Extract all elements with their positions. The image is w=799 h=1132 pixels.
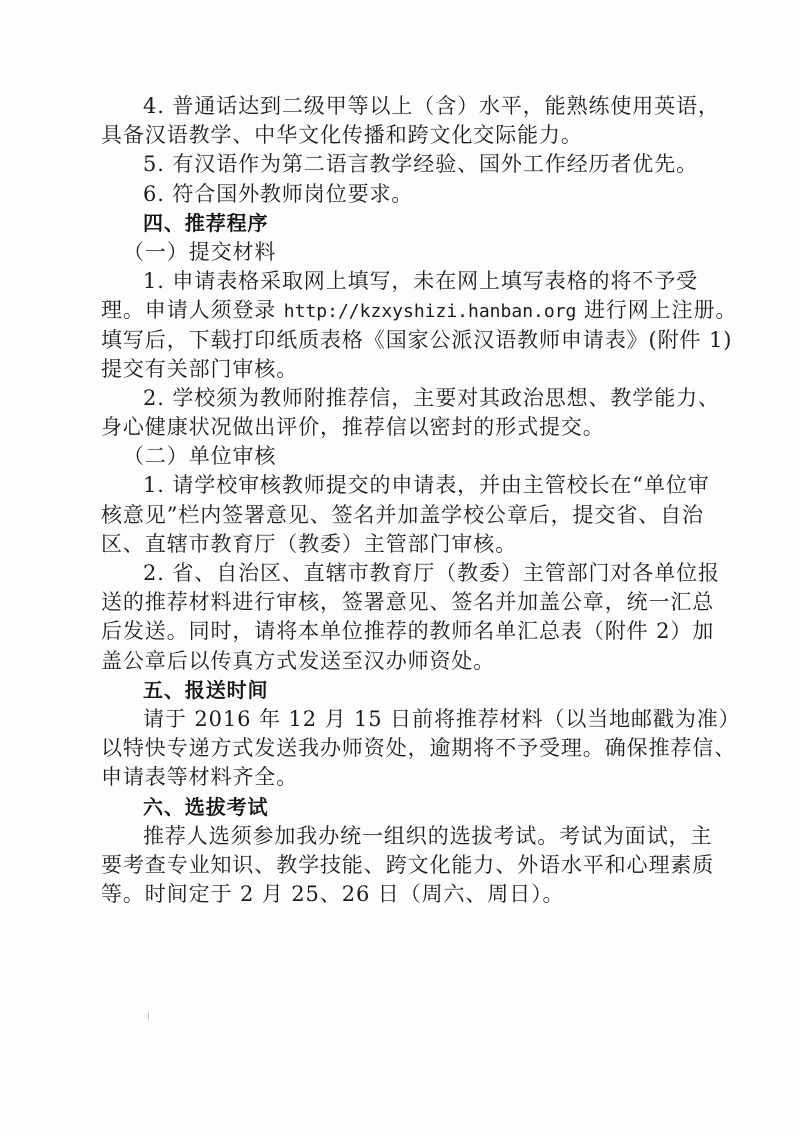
section-heading-submission-time: 五、报送时间 xyxy=(143,677,269,702)
section-heading-recommendation-procedure: 四、推荐程序 xyxy=(143,210,269,235)
requirement-item-6: 6. 符合国外教师岗位要求。 xyxy=(143,181,414,206)
paragraph-4-line-2: 送的推荐材料进行审核，签署意见、签名并加盖公章，统一汇总 xyxy=(101,590,715,615)
registration-url-link[interactable]: http://kzxyshizi.hanban.org xyxy=(283,301,577,323)
paragraph-6-line-3: 等。时间定于 2 月 25、26 日（周六、周日）。 xyxy=(101,882,565,907)
section-heading-selection-exam: 六、选拔考试 xyxy=(143,794,269,819)
paragraph-1-line-2 xyxy=(101,296,738,325)
paragraph-1-line-1: 1. 申请表格采取网上填写，未在网上填写表格的将不予受 xyxy=(143,269,699,294)
paragraph-6-line-1: 推荐人选须参加我办统一组织的选拔考试。考试为面试，主 xyxy=(143,823,713,848)
paragraph-2-line-1: 2. 学校须为教师附推荐信，主要对其政治思想、教学能力、 xyxy=(143,385,720,410)
paragraph-4-line-4: 盖公章后以传真方式发送至汉办师资处。 xyxy=(101,648,496,673)
paragraph-5-line-3: 申请表等材料齐全。 xyxy=(101,765,299,790)
requirement-item-5: 5. 有汉语作为第二语言教学经验、国外工作经历者优先。 xyxy=(143,152,699,177)
requirement-item-4-line-2: 具备汉语教学、中华文化传播和跨文化交际能力。 xyxy=(101,123,583,148)
paragraph-1-line-3: 填写后，下载打印纸质表格《国家公派汉语教师申请表》(附件 1) xyxy=(101,327,733,352)
requirement-item-4-line-1: 4. 普通话达到二级甲等以上（含）水平，能熟练使用英语， xyxy=(143,94,720,118)
scan-speck xyxy=(148,1012,149,1020)
paragraph-5-line-2: 以特快专递方式发送我办师资处，逾期将不予受理。确保推荐信、 xyxy=(101,736,737,761)
subsection-heading-submit-materials: （一）提交材料 xyxy=(123,239,277,264)
paragraph-3-line-2: 核意见”栏内签署意见、签名并加盖学校公章后，提交省、自治 xyxy=(101,502,704,527)
paragraph-6-line-2: 要考查专业知识、教学技能、跨文化能力、外语水平和心理素质 xyxy=(101,852,715,877)
paragraph-1-line-4: 提交有关部门审核。 xyxy=(101,356,299,381)
paragraph-1-line-2-text-a: 理。申请人须登录 xyxy=(101,298,284,323)
paragraph-5-line-1: 请于 2016 年 12 月 15 日前将推荐材料（以当地邮戳为准） xyxy=(143,706,741,731)
document-body xyxy=(101,92,741,909)
paragraph-4-line-3: 后发送。同时，请将本单位推荐的教师名单汇总表（附件 2）加 xyxy=(101,619,715,644)
paragraph-2-line-2: 身心健康状况做出评价，推荐信以密封的形式提交。 xyxy=(101,415,605,440)
paragraph-1-line-2-text-b: 进行网上注册。 xyxy=(576,298,738,323)
paragraph-3-line-1: 1. 请学校审核教师提交的申请表，并由主管校长在“单位审 xyxy=(143,473,710,498)
subsection-heading-unit-review: （二）单位审核 xyxy=(123,444,277,469)
paragraph-4-line-1: 2. 省、自治区、直辖市教育厅（教委）主管部门对各单位报 xyxy=(143,561,720,585)
paragraph-3-line-3: 区、直辖市教育厅（教委）主管部门审核。 xyxy=(101,531,518,556)
